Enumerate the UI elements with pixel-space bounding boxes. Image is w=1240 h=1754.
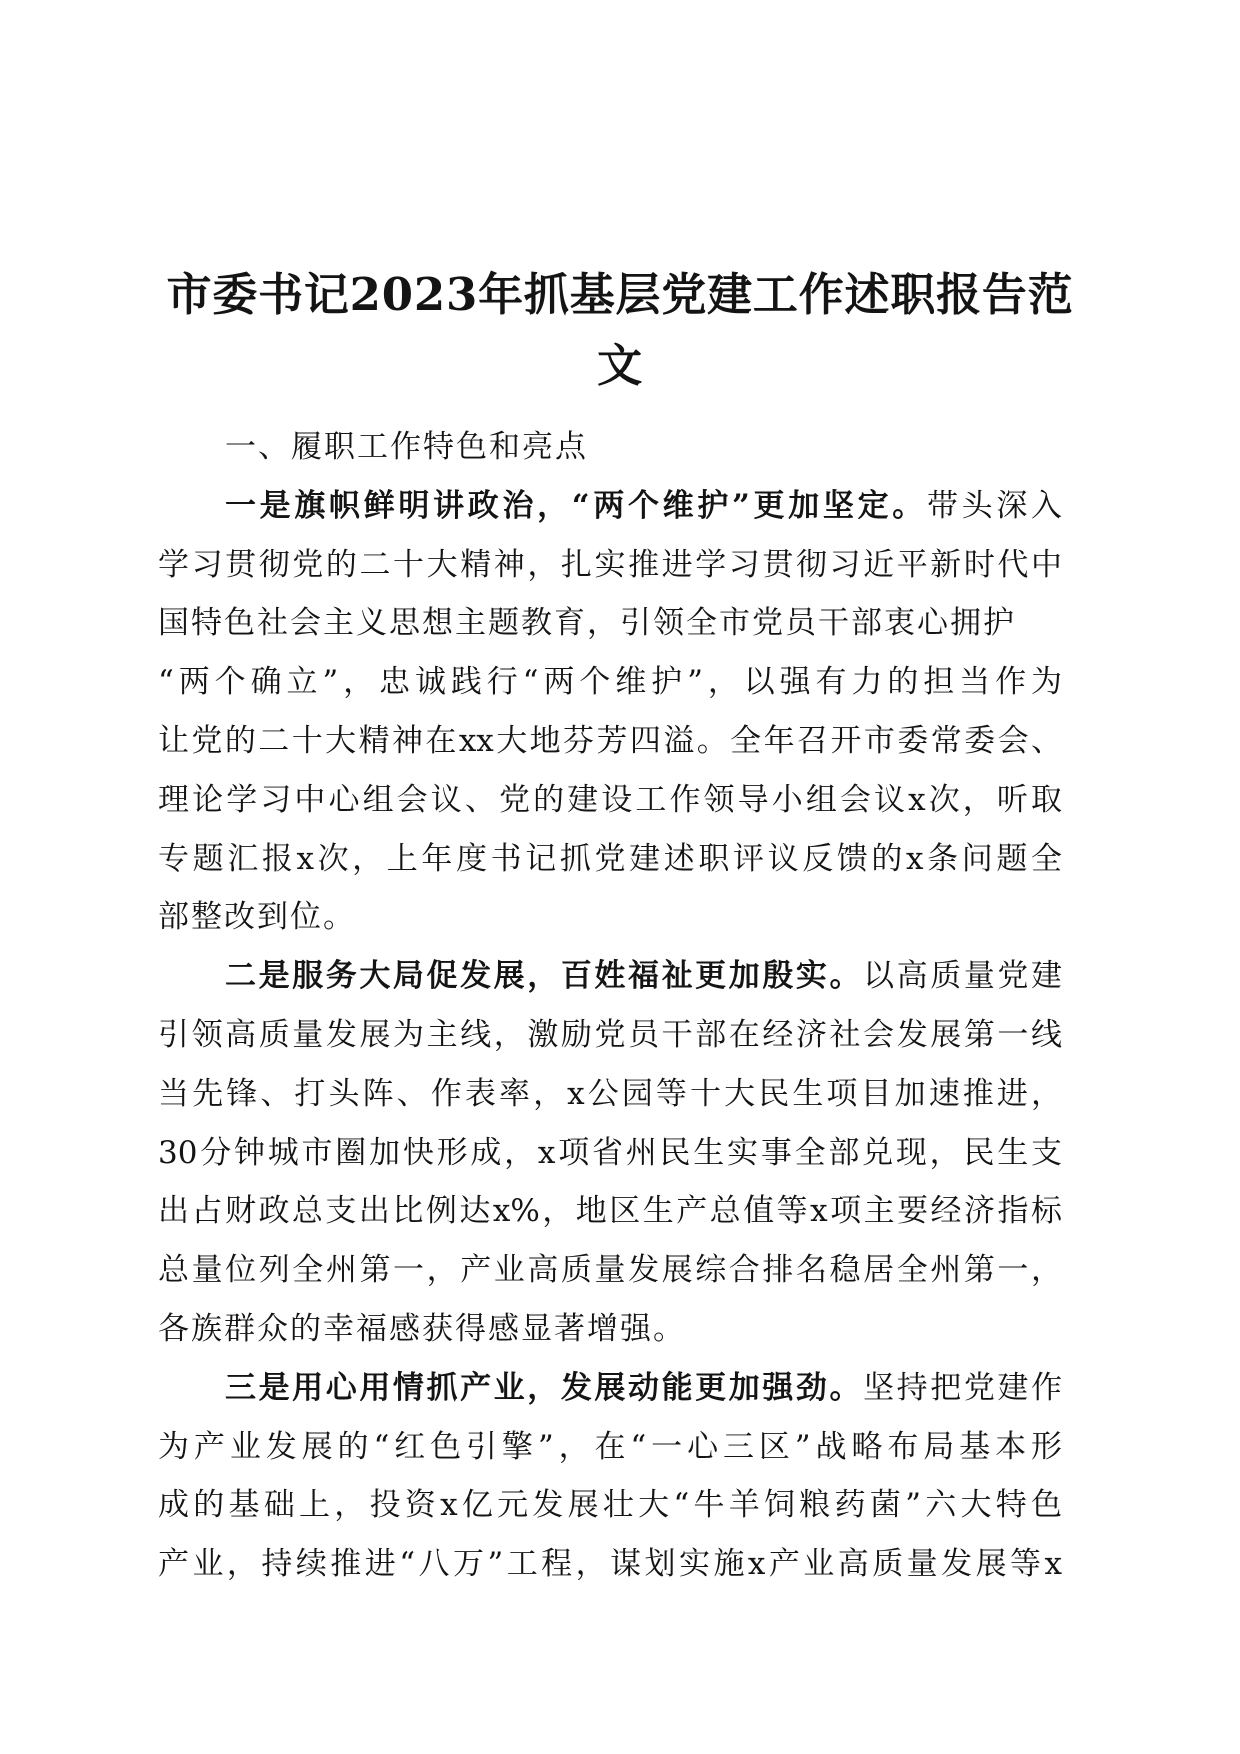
paragraph-lead: 二是服务大局促发展，百姓福祉更加殷实。 <box>225 958 864 995</box>
paragraph-line: 当先锋、打头阵、作表率，x公园等十大民生项目加速推进， <box>158 1075 1062 1112</box>
title-line: 文 <box>597 339 643 392</box>
paragraph-line: 30分钟城市圈加快形成，x项省州民生实事全部兑现，民生支 <box>158 1134 1062 1171</box>
paragraph-line: 理论学习中心组会议、党的建设工作领导小组会议x次，听取 <box>158 781 1062 818</box>
paragraph <box>158 947 1062 1359</box>
paragraph-line: 出占财政总支出比例达x%，地区生产总值等x项主要经济指标 <box>158 1193 1062 1230</box>
document-title <box>0 259 1240 401</box>
paragraph-line: 产业，持续推进“八万”工程，谋划实施x产业高质量发展等x <box>158 1546 1062 1583</box>
paragraph-text: 坚持把党建作 <box>863 1369 1063 1406</box>
title-line: 市委书记2023年抓基层党建工作述职报告范 <box>166 268 1074 321</box>
paragraph-text: 以高质量党建 <box>863 958 1063 995</box>
paragraph-line: “两个确立”，忠诚践行“两个维护”，以强有力的担当作为 <box>158 664 1062 701</box>
paragraph-line <box>158 947 1062 1006</box>
paragraph-line: 学习贯彻党的二十大精神，扎实推进学习贯彻习近平新时代中 <box>158 546 1062 583</box>
paragraph-line: 各族群众的幸福感获得感显著增强。 <box>158 1310 686 1347</box>
document-body <box>158 418 1062 1594</box>
paragraph-lead: 三是用心用情抓产业，发展动能更加强劲。 <box>225 1369 864 1406</box>
paragraph-line: 让党的二十大精神在xx大地芬芳四溢。全年召开市委常委会、 <box>158 722 1062 759</box>
paragraph-text: 带头深入 <box>926 487 1062 524</box>
paragraph-line: 为产业发展的“红色引擎”，在“一心三区”战略布局基本形 <box>158 1428 1062 1465</box>
paragraph-line: 引领高质量发展为主线，激励党员干部在经济社会发展第一线 <box>158 1016 1062 1053</box>
paragraph-line: 国特色社会主义思想主题教育，引领全市党员干部衷心拥护 <box>158 605 1016 642</box>
paragraph-line: 专题汇报x次，上年度书记抓党建述职评议反馈的x条问题全 <box>158 840 1062 877</box>
section-heading: 一、履职工作特色和亮点 <box>225 429 588 465</box>
paragraph-line: 部整改到位。 <box>158 899 356 936</box>
paragraph-lead: 一是旗帜鲜明讲政治，“两个维护”更加坚定。 <box>225 487 927 524</box>
paragraph-line: 总量位列全州第一，产业高质量发展综合排名稳居全州第一， <box>158 1252 1062 1289</box>
paragraph <box>158 477 1062 947</box>
paragraph <box>158 1359 1062 1594</box>
paragraph-line <box>158 1359 1062 1418</box>
paragraph-line <box>158 477 1062 536</box>
paragraph-line: 成的基础上，投资x亿元发展壮大“牛羊饲粮药菌”六大特色 <box>158 1487 1062 1524</box>
